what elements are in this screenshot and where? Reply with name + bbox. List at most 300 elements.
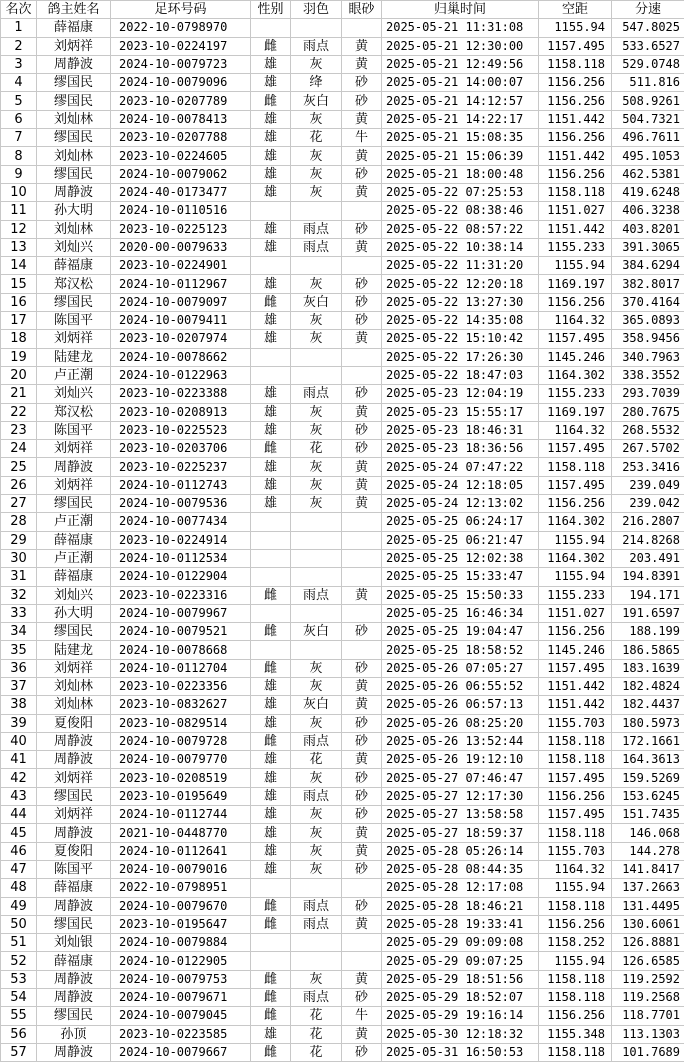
cell-eye-sand: 黄 [342, 586, 382, 604]
cell-feather-color: 灰 [291, 55, 342, 73]
cell-rank: 41 [1, 751, 37, 769]
cell-feather-color: 雨点 [291, 238, 342, 256]
header-rank: 名次 [1, 1, 37, 19]
cell-owner-name: 卢正潮 [37, 513, 111, 531]
table-row [1, 989, 684, 1007]
cell-eye-sand: 砂 [342, 769, 382, 787]
cell-feather-color: 灰 [291, 421, 342, 439]
cell-owner-name: 周静波 [37, 183, 111, 201]
table-row [1, 55, 684, 73]
cell-arrival-time: 2025-05-28 08:44:35 [382, 860, 539, 878]
cell-owner-name: 夏俊阳 [37, 714, 111, 732]
cell-sex: 雌 [251, 915, 291, 933]
cell-rank: 43 [1, 787, 37, 805]
table-row [1, 934, 684, 952]
cell-eye-sand: 砂 [342, 897, 382, 915]
cell-speed: 172.1661 [612, 732, 684, 750]
cell-owner-name: 刘炳祥 [37, 37, 111, 55]
cell-feather-color: 灰 [291, 806, 342, 824]
header-ring-number: 足环号码 [111, 1, 251, 19]
cell-arrival-time: 2025-05-21 15:06:39 [382, 147, 539, 165]
cell-owner-name: 郑汉松 [37, 275, 111, 293]
cell-speed: 280.7675 [612, 403, 684, 421]
cell-eye-sand: 黄 [342, 110, 382, 128]
cell-sex: 雄 [251, 476, 291, 494]
cell-arrival-time: 2025-05-22 07:25:53 [382, 183, 539, 201]
table-row [1, 275, 684, 293]
cell-sex: 雄 [251, 714, 291, 732]
cell-arrival-time: 2025-05-27 18:59:37 [382, 824, 539, 842]
cell-ring-number: 2024-10-0122905 [111, 952, 251, 970]
cell-ring-number: 2023-10-0224901 [111, 257, 251, 275]
cell-ring-number: 2024-10-0078413 [111, 110, 251, 128]
cell-sex: 雄 [251, 495, 291, 513]
cell-ring-number: 2024-10-0112743 [111, 476, 251, 494]
cell-ring-number: 2021-10-0448770 [111, 824, 251, 842]
cell-ring-number: 2024-10-0079521 [111, 623, 251, 641]
cell-ring-number: 2024-10-0079728 [111, 732, 251, 750]
cell-feather-color [291, 513, 342, 531]
cell-speed: 384.6294 [612, 257, 684, 275]
cell-eye-sand [342, 348, 382, 366]
cell-distance: 1155.703 [539, 842, 612, 860]
cell-rank: 12 [1, 220, 37, 238]
cell-speed: 293.7039 [612, 385, 684, 403]
cell-arrival-time: 2025-05-29 09:09:08 [382, 934, 539, 952]
header-row [1, 1, 684, 19]
cell-rank: 48 [1, 879, 37, 897]
cell-rank: 46 [1, 842, 37, 860]
table-row [1, 604, 684, 622]
cell-speed: 382.8017 [612, 275, 684, 293]
cell-eye-sand: 黄 [342, 842, 382, 860]
cell-sex: 雄 [251, 458, 291, 476]
cell-feather-color: 雨点 [291, 915, 342, 933]
cell-ring-number: 2023-10-0832627 [111, 696, 251, 714]
cell-arrival-time: 2025-05-30 12:18:32 [382, 1025, 539, 1043]
cell-arrival-time: 2025-05-24 12:13:02 [382, 495, 539, 513]
cell-sex: 雄 [251, 769, 291, 787]
cell-distance: 1158.118 [539, 751, 612, 769]
cell-arrival-time: 2025-05-27 12:17:30 [382, 787, 539, 805]
cell-feather-color: 花 [291, 1007, 342, 1025]
header-owner-name: 鸽主姓名 [37, 1, 111, 19]
cell-owner-name: 薛福康 [37, 879, 111, 897]
cell-eye-sand: 牛 [342, 1007, 382, 1025]
cell-owner-name: 薛福康 [37, 952, 111, 970]
table-row [1, 879, 684, 897]
cell-sex: 雄 [251, 147, 291, 165]
cell-arrival-time: 2025-05-27 13:58:58 [382, 806, 539, 824]
cell-sex: 雄 [251, 842, 291, 860]
cell-ring-number: 2023-10-0207788 [111, 129, 251, 147]
table-row [1, 495, 684, 513]
table-row [1, 421, 684, 439]
cell-distance: 1164.32 [539, 860, 612, 878]
table-row [1, 531, 684, 549]
cell-sex: 雄 [251, 74, 291, 92]
table-row [1, 586, 684, 604]
cell-ring-number: 2023-10-0223316 [111, 586, 251, 604]
table-row [1, 458, 684, 476]
cell-owner-name: 薛福康 [37, 531, 111, 549]
table-row [1, 842, 684, 860]
cell-sex [251, 952, 291, 970]
table-row [1, 970, 684, 988]
cell-speed: 101.7689 [612, 1043, 684, 1061]
cell-arrival-time: 2025-05-22 15:10:42 [382, 330, 539, 348]
cell-rank: 22 [1, 403, 37, 421]
cell-ring-number: 2023-10-0223388 [111, 385, 251, 403]
cell-eye-sand: 黄 [342, 824, 382, 842]
cell-sex: 雌 [251, 440, 291, 458]
cell-feather-color [291, 934, 342, 952]
cell-arrival-time: 2025-05-22 08:38:46 [382, 202, 539, 220]
cell-arrival-time: 2025-05-24 07:47:22 [382, 458, 539, 476]
cell-arrival-time: 2025-05-26 07:05:27 [382, 659, 539, 677]
cell-feather-color: 花 [291, 1025, 342, 1043]
cell-owner-name: 刘灿林 [37, 147, 111, 165]
cell-sex [251, 257, 291, 275]
cell-distance: 1156.256 [539, 915, 612, 933]
cell-arrival-time: 2025-05-26 19:12:10 [382, 751, 539, 769]
cell-eye-sand: 砂 [342, 421, 382, 439]
table-row [1, 257, 684, 275]
cell-sex: 雄 [251, 860, 291, 878]
cell-speed: 214.8268 [612, 531, 684, 549]
cell-sex: 雄 [251, 183, 291, 201]
cell-owner-name: 刘灿林 [37, 110, 111, 128]
cell-speed: 188.199 [612, 623, 684, 641]
cell-rank: 8 [1, 147, 37, 165]
cell-speed: 203.491 [612, 549, 684, 567]
cell-eye-sand [342, 549, 382, 567]
cell-sex: 雄 [251, 330, 291, 348]
cell-sex: 雄 [251, 55, 291, 73]
cell-distance: 1169.197 [539, 275, 612, 293]
cell-rank: 27 [1, 495, 37, 513]
cell-speed: 268.5532 [612, 421, 684, 439]
cell-sex [251, 202, 291, 220]
cell-feather-color: 灰 [291, 842, 342, 860]
cell-rank: 25 [1, 458, 37, 476]
header-speed: 分速 [612, 1, 684, 19]
cell-sex: 雄 [251, 275, 291, 293]
cell-ring-number: 2024-10-0079967 [111, 604, 251, 622]
cell-speed: 504.7321 [612, 110, 684, 128]
cell-distance: 1157.495 [539, 476, 612, 494]
cell-arrival-time: 2025-05-22 11:31:20 [382, 257, 539, 275]
table-row [1, 1007, 684, 1025]
cell-rank: 17 [1, 312, 37, 330]
cell-rank: 57 [1, 1043, 37, 1061]
cell-eye-sand: 黄 [342, 37, 382, 55]
cell-rank: 44 [1, 806, 37, 824]
cell-speed: 146.068 [612, 824, 684, 842]
cell-feather-color [291, 641, 342, 659]
cell-speed: 182.4437 [612, 696, 684, 714]
cell-sex: 雄 [251, 824, 291, 842]
cell-rank: 31 [1, 568, 37, 586]
cell-owner-name: 刘灿林 [37, 220, 111, 238]
cell-speed: 511.816 [612, 74, 684, 92]
cell-arrival-time: 2025-05-29 18:51:56 [382, 970, 539, 988]
cell-rank: 15 [1, 275, 37, 293]
cell-distance: 1156.256 [539, 92, 612, 110]
cell-speed: 141.8417 [612, 860, 684, 878]
cell-sex: 雌 [251, 92, 291, 110]
cell-speed: 495.1053 [612, 147, 684, 165]
cell-feather-color: 灰 [291, 330, 342, 348]
table-row [1, 385, 684, 403]
cell-speed: 239.049 [612, 476, 684, 494]
table-row [1, 92, 684, 110]
header-eye-sand: 眼砂 [342, 1, 382, 19]
cell-feather-color: 雨点 [291, 385, 342, 403]
cell-distance: 1156.256 [539, 165, 612, 183]
cell-owner-name: 周静波 [37, 751, 111, 769]
cell-arrival-time: 2025-05-21 14:22:17 [382, 110, 539, 128]
cell-speed: 130.6061 [612, 915, 684, 933]
cell-speed: 496.7611 [612, 129, 684, 147]
cell-owner-name: 陈国平 [37, 860, 111, 878]
cell-owner-name: 刘炳祥 [37, 476, 111, 494]
cell-eye-sand: 砂 [342, 275, 382, 293]
cell-rank: 20 [1, 366, 37, 384]
cell-rank: 14 [1, 257, 37, 275]
cell-speed: 391.3065 [612, 238, 684, 256]
cell-sex: 雄 [251, 1025, 291, 1043]
cell-owner-name: 孙顶 [37, 1025, 111, 1043]
cell-rank: 45 [1, 824, 37, 842]
cell-owner-name: 缪国民 [37, 293, 111, 311]
cell-arrival-time: 2025-05-26 13:52:44 [382, 732, 539, 750]
cell-rank: 54 [1, 989, 37, 1007]
cell-owner-name: 薛福康 [37, 568, 111, 586]
cell-rank: 52 [1, 952, 37, 970]
cell-distance: 1151.027 [539, 604, 612, 622]
table-row [1, 183, 684, 201]
cell-rank: 55 [1, 1007, 37, 1025]
cell-speed: 419.6248 [612, 183, 684, 201]
table-row [1, 440, 684, 458]
table-row [1, 330, 684, 348]
cell-distance: 1156.256 [539, 293, 612, 311]
cell-sex: 雌 [251, 897, 291, 915]
cell-ring-number: 2020-00-0079633 [111, 238, 251, 256]
cell-eye-sand [342, 202, 382, 220]
cell-eye-sand: 黄 [342, 915, 382, 933]
cell-arrival-time: 2025-05-21 11:31:08 [382, 19, 539, 37]
cell-rank: 29 [1, 531, 37, 549]
cell-eye-sand: 黄 [342, 970, 382, 988]
table-row [1, 677, 684, 695]
cell-arrival-time: 2025-05-31 16:50:53 [382, 1043, 539, 1061]
cell-speed: 183.1639 [612, 659, 684, 677]
cell-distance: 1156.256 [539, 623, 612, 641]
cell-distance: 1158.118 [539, 970, 612, 988]
cell-ring-number: 2024-10-0079671 [111, 989, 251, 1007]
cell-rank: 28 [1, 513, 37, 531]
cell-arrival-time: 2025-05-28 12:17:08 [382, 879, 539, 897]
table-row [1, 568, 684, 586]
cell-arrival-time: 2025-05-25 15:33:47 [382, 568, 539, 586]
cell-feather-color: 灰 [291, 403, 342, 421]
cell-ring-number: 2024-10-0110516 [111, 202, 251, 220]
cell-speed: 239.042 [612, 495, 684, 513]
cell-rank: 4 [1, 74, 37, 92]
cell-ring-number: 2022-10-0798970 [111, 19, 251, 37]
cell-speed: 118.7701 [612, 1007, 684, 1025]
cell-arrival-time: 2025-05-25 12:02:38 [382, 549, 539, 567]
cell-feather-color [291, 531, 342, 549]
cell-arrival-time: 2025-05-25 15:50:33 [382, 586, 539, 604]
cell-feather-color [291, 202, 342, 220]
cell-eye-sand: 砂 [342, 806, 382, 824]
cell-rank: 40 [1, 732, 37, 750]
cell-owner-name: 卢正潮 [37, 366, 111, 384]
cell-owner-name: 郑汉松 [37, 403, 111, 421]
cell-owner-name: 陆建龙 [37, 348, 111, 366]
cell-distance: 1155.94 [539, 568, 612, 586]
cell-speed: 358.9456 [612, 330, 684, 348]
cell-rank: 35 [1, 641, 37, 659]
cell-owner-name: 周静波 [37, 970, 111, 988]
cell-arrival-time: 2025-05-22 12:20:18 [382, 275, 539, 293]
cell-owner-name: 周静波 [37, 897, 111, 915]
cell-speed: 164.3613 [612, 751, 684, 769]
cell-eye-sand: 黄 [342, 751, 382, 769]
cell-ring-number: 2024-10-0079096 [111, 74, 251, 92]
cell-rank: 42 [1, 769, 37, 787]
cell-feather-color: 灰 [291, 824, 342, 842]
cell-owner-name: 陈国平 [37, 421, 111, 439]
cell-rank: 3 [1, 55, 37, 73]
cell-eye-sand: 黄 [342, 1025, 382, 1043]
cell-distance: 1157.495 [539, 806, 612, 824]
cell-sex: 雄 [251, 403, 291, 421]
table-row [1, 348, 684, 366]
cell-eye-sand: 砂 [342, 659, 382, 677]
cell-arrival-time: 2025-05-22 10:38:14 [382, 238, 539, 256]
cell-owner-name: 缪国民 [37, 495, 111, 513]
cell-ring-number: 2023-10-0207974 [111, 330, 251, 348]
cell-ring-number: 2024-10-0079411 [111, 312, 251, 330]
cell-sex [251, 604, 291, 622]
cell-arrival-time: 2025-05-26 06:57:13 [382, 696, 539, 714]
cell-ring-number: 2023-10-0225237 [111, 458, 251, 476]
cell-owner-name: 缪国民 [37, 1007, 111, 1025]
table-row [1, 623, 684, 641]
cell-ring-number: 2023-10-0223356 [111, 677, 251, 695]
cell-distance: 1158.118 [539, 897, 612, 915]
cell-sex: 雄 [251, 129, 291, 147]
cell-speed: 194.8391 [612, 568, 684, 586]
cell-speed: 365.0893 [612, 312, 684, 330]
cell-ring-number: 2023-10-0225123 [111, 220, 251, 238]
cell-eye-sand: 砂 [342, 440, 382, 458]
cell-arrival-time: 2025-05-25 19:04:47 [382, 623, 539, 641]
table-row [1, 860, 684, 878]
cell-eye-sand [342, 952, 382, 970]
cell-arrival-time: 2025-05-23 18:46:31 [382, 421, 539, 439]
cell-ring-number: 2024-10-0122963 [111, 366, 251, 384]
cell-rank: 36 [1, 659, 37, 677]
cell-owner-name: 刘灿兴 [37, 586, 111, 604]
cell-sex [251, 531, 291, 549]
cell-ring-number: 2023-10-0224914 [111, 531, 251, 549]
cell-feather-color: 灰 [291, 183, 342, 201]
cell-distance: 1158.118 [539, 458, 612, 476]
cell-arrival-time: 2025-05-21 18:00:48 [382, 165, 539, 183]
cell-distance: 1155.233 [539, 385, 612, 403]
cell-rank: 56 [1, 1025, 37, 1043]
cell-rank: 13 [1, 238, 37, 256]
table-row [1, 769, 684, 787]
cell-sex: 雄 [251, 677, 291, 695]
table-row [1, 19, 684, 37]
table-row [1, 952, 684, 970]
cell-arrival-time: 2025-05-28 19:33:41 [382, 915, 539, 933]
cell-distance: 1169.197 [539, 403, 612, 421]
cell-owner-name: 缪国民 [37, 74, 111, 92]
cell-eye-sand: 砂 [342, 714, 382, 732]
cell-distance: 1151.442 [539, 147, 612, 165]
cell-speed: 182.4824 [612, 677, 684, 695]
cell-owner-name: 周静波 [37, 732, 111, 750]
cell-owner-name: 缪国民 [37, 129, 111, 147]
cell-ring-number: 2024-10-0112641 [111, 842, 251, 860]
cell-ring-number: 2024-10-0079667 [111, 1043, 251, 1061]
cell-eye-sand: 砂 [342, 1043, 382, 1061]
cell-ring-number: 2024-10-0078662 [111, 348, 251, 366]
cell-feather-color: 灰 [291, 476, 342, 494]
cell-speed: 547.8025 [612, 19, 684, 37]
cell-owner-name: 卢正潮 [37, 549, 111, 567]
cell-sex: 雌 [251, 1043, 291, 1061]
cell-arrival-time: 2025-05-21 14:00:07 [382, 74, 539, 92]
cell-owner-name: 刘炳祥 [37, 806, 111, 824]
cell-distance: 1164.32 [539, 421, 612, 439]
cell-ring-number: 2024-10-0079097 [111, 293, 251, 311]
cell-feather-color: 灰 [291, 677, 342, 695]
cell-rank: 34 [1, 623, 37, 641]
table-row [1, 787, 684, 805]
cell-distance: 1164.302 [539, 513, 612, 531]
cell-feather-color: 灰白 [291, 293, 342, 311]
cell-ring-number: 2024-10-0079770 [111, 751, 251, 769]
cell-arrival-time: 2025-05-29 18:52:07 [382, 989, 539, 1007]
cell-owner-name: 夏俊阳 [37, 842, 111, 860]
cell-owner-name: 刘炳祥 [37, 330, 111, 348]
cell-feather-color [291, 366, 342, 384]
cell-sex: 雌 [251, 623, 291, 641]
cell-owner-name: 刘灿银 [37, 934, 111, 952]
cell-distance: 1156.256 [539, 129, 612, 147]
cell-sex: 雄 [251, 165, 291, 183]
cell-eye-sand [342, 531, 382, 549]
cell-speed: 406.3238 [612, 202, 684, 220]
cell-sex: 雄 [251, 421, 291, 439]
cell-owner-name: 刘炳祥 [37, 769, 111, 787]
cell-speed: 216.2807 [612, 513, 684, 531]
cell-eye-sand [342, 604, 382, 622]
cell-ring-number: 2024-10-0079062 [111, 165, 251, 183]
cell-distance: 1151.442 [539, 696, 612, 714]
cell-speed: 194.171 [612, 586, 684, 604]
cell-owner-name: 薛福康 [37, 257, 111, 275]
cell-eye-sand: 砂 [342, 787, 382, 805]
